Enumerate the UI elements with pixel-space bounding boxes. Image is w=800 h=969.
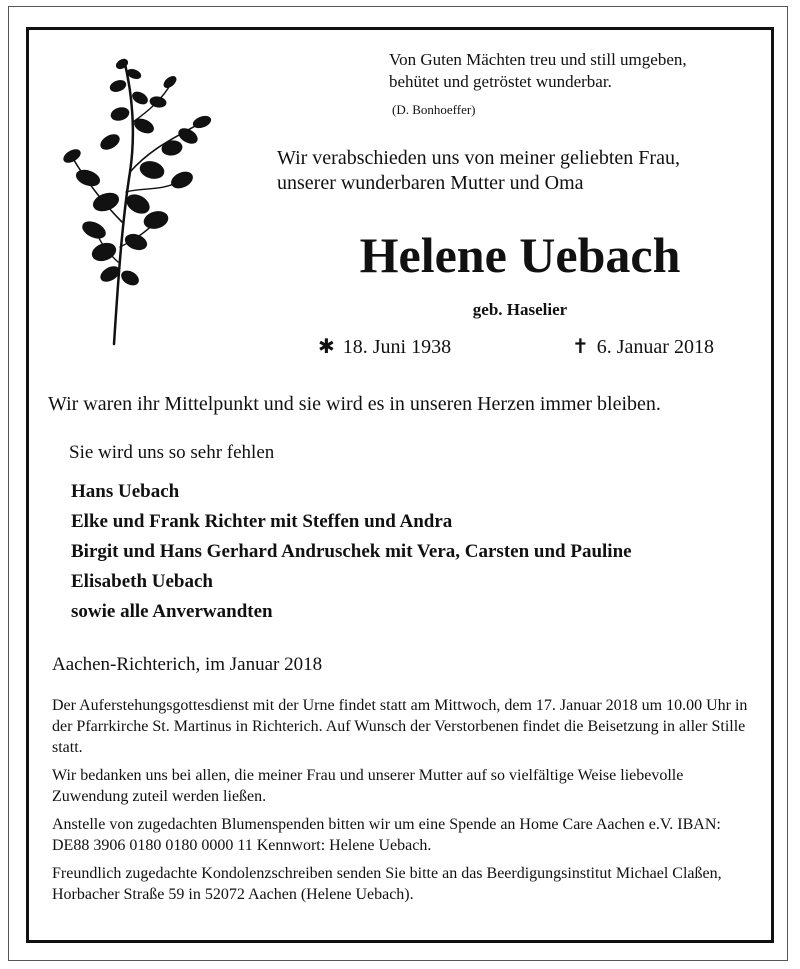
notices-block: [52, 695, 752, 912]
quote-line: behütet und getröstet wunderbar.: [389, 72, 612, 91]
intro-text: [277, 146, 680, 196]
cross-icon: ✝: [572, 336, 589, 358]
eucalyptus-branch-icon: [52, 52, 252, 347]
mourner-entry: Birgit und Hans Gerhard Andruschek mit Vera, Carsten und Pauline: [71, 541, 632, 562]
place-date: Aachen-Richterich, im Januar 2018: [52, 654, 323, 675]
deceased-name: Helene Uebach: [359, 227, 681, 283]
death-date-line: [572, 334, 714, 359]
mourner-entry: Elke und Frank Richter mit Steffen und Andra: [71, 511, 453, 532]
birth-star-icon: ✱: [318, 336, 335, 358]
birth-date-line: [318, 334, 451, 359]
motto-text: Wir waren ihr Mittelpunkt und sie wird es in unseren Herzen immer bleiben.: [48, 393, 661, 415]
mourner-entry: sowie alle Anverwandten: [71, 601, 273, 622]
quote-source: (D. Bonhoeffer): [392, 102, 476, 117]
birth-date: 18. Juni 1938: [342, 336, 452, 358]
notice-thanks: Wir bedanken uns bei allen, die meiner Frau und unserer Mutter auf so vielfältige Weise liebevolle Zuwendung zuteil werden ließen.: [52, 767, 684, 805]
quote-block: [389, 49, 687, 93]
maiden-name: geb. Haselier: [472, 300, 568, 319]
notice-condolence: Freundlich zugedachte Kondolenzschreiben senden Sie bitte an das Beerdigungsinstitut Michael Claßen, Horbacher Straße 59 in 52072 Aachen (Helene Uebach).: [52, 865, 722, 903]
intro-line: unserer wunderbaren Mutter und Oma: [277, 172, 584, 194]
quote-line: Von Guten Mächten treu und still umgeben,: [389, 50, 687, 69]
notice-service: Der Auferstehungsgottesdienst mit der Urne findet statt am Mittwoch, dem 17. Januar 2018 um 10.00 Uhr in der Pfarrkirche St. Martinus in Richterich. Auf Wunsch der Verstorbenen findet die Beisetzung in aller Stille statt.: [52, 697, 748, 756]
mourner-entry: Hans Uebach: [71, 481, 180, 502]
intro-line: Wir verabschieden uns von meiner geliebten Frau,: [277, 147, 680, 169]
notice-donation: Anstelle von zugedachten Blumenspenden bitten wir um eine Spende an Home Care Aachen e.V. IBAN: DE88 3906 0180 0180 0000 11 Kennwort: Helene Uebach.: [52, 816, 721, 854]
mourner-entry: Elisabeth Uebach: [71, 571, 213, 592]
mourners-list: [71, 477, 632, 627]
death-date: 6. Januar 2018: [596, 336, 714, 358]
missed-line: Sie wird uns so sehr fehlen: [69, 442, 275, 463]
